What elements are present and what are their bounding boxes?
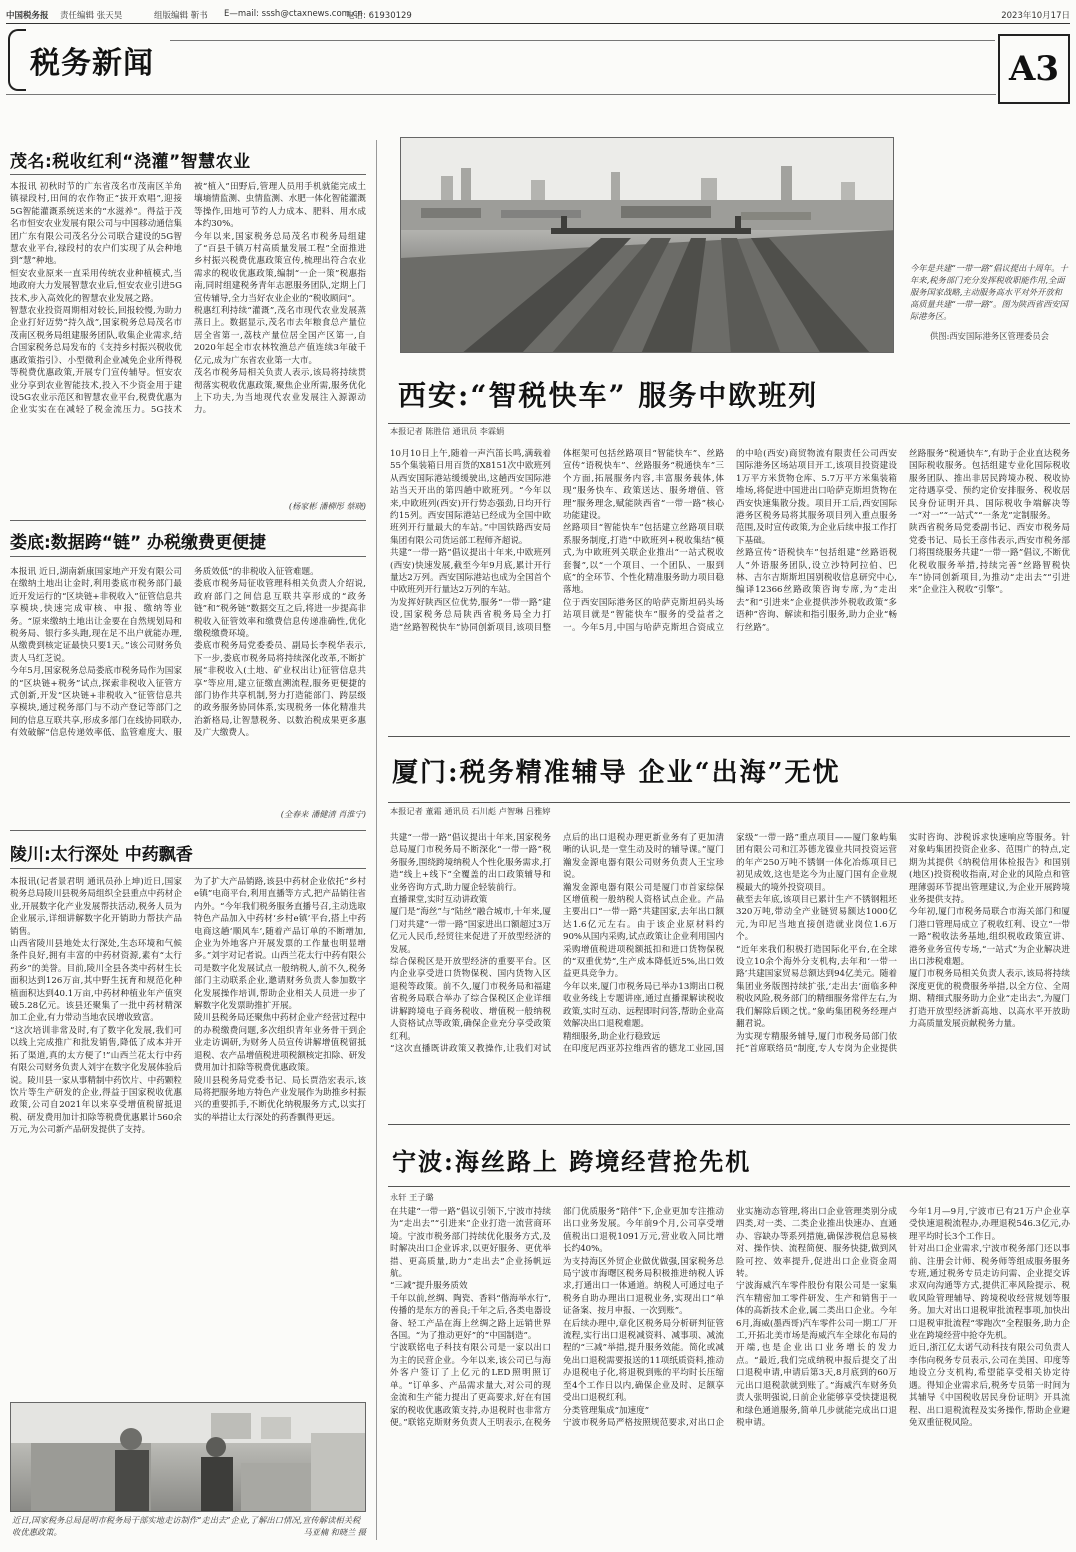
email-text: E—mail: sssh@ctaxnews.com.cn [224,9,363,19]
loudi-headline-rule [10,556,366,557]
xian-body: 10月10日上午,随着一声汽笛长鸣,满载着55个集装箱日用百货的X8151次中欧班列从西安国际港站缓缓驶出,这趟西安国际港站当天开出的第四趟中欧班列。“今年以来,中欧班列(西安)开行势态强劲,日均开行约15列。西安国际港站已经成为全国中欧班列开行量最大的车站。”中国铁路西安局集团有限公司货运部工程师齐超说。 共建“一带一路”倡议提出十年来,中欧班列(西安)快速发展,截至今年9月底,累计开行量达2万列。西安国际港站也成为全国首个中欧班列开行量达2万列的车站。 为发挥好陕西区位优势,服务“一带一路”建设,国家税务总局陕西省税务局全力打造“丝路智税快车”协同创新项目,该项目整体框架可包括丝路项目“智能快车”、丝路宣传“语税快车”、丝路服务“税通快车”三个方面,拓展服务内容,丰富服务载体,体现“服务快车、政策送达、服务增值、管理”服务理念,赋能陕西省“一带一路”核心功能建设。 丝路项目“智能快车”包括建立丝路项目联系服务制度,打造“中欧班列+税收集结”模式,为中欧班列关联企业推出“一站式税收套餐”,以“一个项目、一个团队、一服到底”的全环节、个性化精准服务助力项目稳落地。 位于西安国际港务区的哈萨克斯坦码头场站项目就是“智能快车”服务的受益者之一。今年5月,中国与哈萨克斯坦合资成立的中哈(西安)商贸物流有限责任公司西安国际港务区场站项目开工,该项目投资建设1万平方米货物仓库、5.7万平方米集装箱堆场,将促进中国进出口哈萨克斯坦货物在西安快速集散分拨。项目开工后,西安国际港务区税务局将其服务项目列入重点服务范围,及时宣传政策,为企业后续申报工作打下基础。 丝路宣传“语税快车”包括组建“丝路语税人”外语服务团队,设立沙特阿拉伯、巴林、吉尔吉斯斯坦国别税收信息研究中心,编译12366丝路政策咨询专席,为“走出去”和“引进来”企业提供涉外税收政策“多语种”咨询、解读和指引服务,助力企业“畅行丝路”。 丝路服务“税通快车”,有助于企业直达税务国际税收服务。包括组建专业化国际税收服务团队、推出非居民跨境办税、税收协定待遇享受、预约定价安排服务、税收居民身份证明开具、国际税收争端解决等一“对一”“一站式”“一条龙”定制服务。 陕西省税务局党委副书记、西安市税务局党委书记、局长王彦伟表示,西安市税务部门将围绕服务共建“一带一路”倡议,不断优化税收服务举措,持续完善“丝路智税快车”协同创新项目,为推动“走出去”“引进来”企业注入税收“引擎”。 [390,449,1070,633]
editor-credit: 责任编辑 张天昊 [60,11,123,21]
xian-headline-rule [388,423,1070,424]
xian-port-photo [400,137,894,353]
layout-credit: 组版编辑 靳书 [154,11,208,21]
xiamen-byline: 本报记者 董霜 通讯员 石川彪 卢智琳 吕雅婷 [390,806,551,816]
page-number-box [998,34,1070,104]
left-column-divider [376,140,377,1540]
loudi-body: 本报讯 近日,湖南新康国家地产开发有限公司在缴纳土地出让金时,利用娄底市税务部门最近开发运行的“区块链+非税收入”征管信息共享模块,快速完成审核、申报、缴纳等业务。“原来缴纳土地出让金要在自然规划局和税务局、银行多头跑,现在足不出户就能办理,从缴费到核定证最快只要1天。”该公司财务负责人马红芝说。 今年5月,国家税务总局娄底市税务局作为国家的“区块链+税务”试点,探索非税收入征管方式创新,开发“区块链+非税收入”征管信息共享模块,通过税务部门与不动产登记等部门之间的信息互联共享,形成多部门在线协同联办,有效破解“信息传递效率低、监管难度大、服务质效低”的非税收入征管难题。 娄底市税务局征收管理科相关负责人介绍说,政府部门之间信息互联共享形成的“政务链”和“税务链”数据交互之后,将进一步提高非税收入征管效率和缴费信息传递准确性,优化缴税缴费环境。 娄底市税务局党委委员、副局长李税华表示,下一步,娄底市税务局将持续深化改革,不断扩展“非税收入(土地、矿业权出让)征管信息共享”等应用,建立征缴直溯流程,服务更便捷的部门协作共享机制,努力打造能部门、跨层级的政务服务协同体系,实现税务一体化精准共治新格局,让智慧税务、以数治税成果更多惠及广大缴费人。 [10,567,366,739]
loudi-sign: (全春来 潘健清 肖淮宁) [280,809,366,819]
ningbo-headline-rule [388,1186,1070,1187]
tax-officers-photo-illustration [11,1403,366,1512]
ningbo-body: 在共建“一带一路”倡议引领下,宁波市持续为“走出去”“引进来”企业打造一流营商环境。宁波市税务部门持续优化服务方式,及时解决出口企业诉求,以更好服务、更优举措、更高质量,助力“走出去”企业扬帆远航。 “三减”提升服务质效 千年以前,丝绸、陶瓷、香料“偕海举水行”,传播的是东方的善良;千年之后,各类电器设备、轻工产品在海上丝绸之路上远销世界各国。“为了推动更好”的“中国制造”。 宁波联铭电子科技有限公司是一家以出口为主的民营企业。今年以来,该公司已与海外客户签订了上亿元的LED照明照订单。“订单多、产品需求量大,对公司的现金流和生产能力提出了更高要求,好在有国家的税收优惠政策支持,办退税时也非常方便。”联铭克斯财务负责人王明表示,在税务部门优质服务“陪伴”下,企业更加专注推动出口业务发展。今年前9个月,公司享受增值税出口退税1091万元,营业收入同比增长约40%。 为支持海区外贸企业做优做强,国家税务总局宁波市海曙区税务局积极推进纳税人诉求,打通出口一体通道。纳税人可通过电子税务自助办理出口退税业务,实现出口“单证备案、按月申报、一次到账”。 在后续办理中,章化区税务局分析研判征管流程,实行出口退税减资料、减事项、减流程的“三减”举措,提升服务效能。简化或减免出口退税需要报送的11项纸质资料,推动办退税电子化,将退税到账的平均时长压缩至4个工作日以内,确保企业及时、足额享受出口退税红利。 分类管理集成“加速度” 宁波市税务局严格按照规范要求,对出口企业实施动态管理,将出口企业管理类别分成四类,对一类、二类企业推出快速办、直通办、容缺办等系列措施,确保涉税信息易核对、操作快、流程简便、服务快捷,做到风险可控、效率提升,促进出口企业资金周转。 宁波海威汽车零件股份有限公司是一家集汽车精密加工零件研发、生产和销售于一体的高新技术企业,属二类出口企业。今年6月,海威(墨西哥)汽车零件公司一期工厂开工,开拓北美市场是海威汽车全球化布局的开端,也是企业出口业务增长的发力点。“最近,我们完成纳税申报后提交了出口退税申请,申请后第3天,8月底到的60万元出口退税款就到账了。”海威汽车财务负责人张明强说,日前企业能够享受快捷退税和绿色通道服务,简单几步就能完成出口退税申请。 今年1月—9月,宁波市已有21万户企业享受快速退税流程办,办理退税546.3亿元,办理平均时长3个工作日。 针对出口企业需求,宁波市税务部门还以事前、注册会计师、税务师等组成服务服务专班,通过税务专员走访问需、企业提交诉求双向沟通等方式,提供汇率风险提示、税收风险管理辅导、跨境税收经营规划等服务。加大对出口退税审批流程事项,加快出口退税审批流程“零跑次”全程服务,助力企业在跨境经营中抢夺先机。 近日,浙江亿太诺气动科技有限公司负责人李伟向税务专员表示,公司在美国、印度等地设立分支机构,希望能享受相关协定待遇。得知企业需求后,税务专员第一时间为其辅导《中国税收居民身份证明》开具流程、出口退税流程及实务操作,帮助企业避免双重征税风险。 [390,1207,1070,1428]
section-title: 税务新闻 [30,46,154,81]
section-bracket [8,29,26,91]
masthead-rule [6,23,1070,24]
xian-byline: 本报记者 陈胜信 通讯员 李霖娟 [390,426,505,436]
xian-headline: 西安:“智税快车” 服务中欧班列 [398,379,819,412]
loudi-top-rule [10,520,366,521]
ningbo-top-rule [388,1124,1070,1125]
phone-text: 电话: 61930129 [346,11,412,21]
ningbo-headline: 宁波:海丝路上 跨境经营抢先机 [392,1147,752,1176]
top-photo-credit: 供图:西安国际港务区管理委员会 [930,331,1049,341]
loudi-headline: 娄底:数据跨“链” 办税缴费更便捷 [10,533,267,553]
xian-port-photo-illustration [401,138,894,353]
section-rule-top [170,40,995,41]
bottom-photo-credit: 马亚楠 和晓兰 摄 [303,1527,366,1537]
maoming-headline: 茂名:税收红利“浇灌”智慧农业 [10,152,251,172]
paper-name: 中国税务报 [6,11,49,21]
bottom-photo-caption: 近日,国家税务总局昆明市税务局干部实地走访制作“走出去”企业,了解出口情况,宣传解读相关税收优惠政策。 [12,1515,361,1537]
maoming-headline-rule [10,174,366,175]
maoming-body: 本报讯 初秋时节的广东省茂名市茂南区羊角镇禄段村,田间的农作物正“拔开欢唱”,迎接5G智能灌溉系统送来的“水滋养”。得益于茂名市恒安农业发展有限公司与中国移动通信集团广东有限公司茂名分公司联合建设的5G智慧农业平台,禄段村的农户们实现了从会种地到“慧”种地。 恒安农业原来一直采用传统农业种植模式,当地政府大力发展智慧农业后,恒安农业引进5G技术,步入高效化的智慧农业发展之路。 智慧农业投资周期相对较长,回报较慢,为助力企业打好迈势“持久战”,国家税务总局茂名市茂南区税务局组建服务团队,收集企业需求,结合国家税务总局发布的《支持乡村振兴税收优惠政策指引》、小型微利企业减免企业所得税等税费优惠政策,开展专门宣传辅导。恒安农业分享到农业智能技术,投入不少资金用于建设5G农业示范区和智慧农业平台,税费优惠为企业实实在在减轻了税金流压力。5G技术被“植入”田野后,管理人员用手机就能完成土壤墒情监测、虫情监测、水肥一体化智能灌溉等操作,田地可节约人力成本、肥料、用水成本约30%。 今年以来,国家税务总局茂名市税务局组建了“百县千镇万村高质量发展工程”全面推进乡村振兴税费优惠政策宣传,梳理出符合农业需求的税收优惠政策,编制“一企一策”税惠指南,同时组建税务青年志愿服务团队,定期上门宣传辅导,全力当好农业企业的“税收顾问”。 税惠红利持续“灌溉”,茂名市现代农业发展蒸蒸日上。数据显示,茂名市去年粮食总产量位居全省第一,荔枝产量位居全国产区第一,自2020年起全市农林牧渔总产值连续3年破千亿元,成为广东省农业第一大市。 茂名市税务局相关负责人表示,该局将持续贯彻落实税收优惠政策,聚焦企业所需,服务优化上下功夫,为当地现代农业发展注入源源动力。 [10,182,366,416]
lingchuan-headline-rule [10,868,366,869]
date-text: 2023年10月17日 [1001,11,1070,21]
lingchuan-headline: 陵川:太行深处 中药飘香 [10,845,193,865]
xiamen-body: 共建“一带一路”倡议提出十年来,国家税务总局厦门市税务局不断深化“一带一路”税务服务,围绕跨境纳税人个性化服务需求,打造“线上+线下”全覆盖的出口政策辅导和业务咨询方式,助力厦企轻装前行。 直播课堂,实时互动讲政策 厦门是“海丝”与“陆丝”融合城市,十年来,厦门对共建“一带一路”国家进出口额超过3万亿元人民币,经贸往来促进了开放型经济的发展。 综合保税区是开放型经济的重要平台。区内企业享受进口货物保税、国内货物入区退税等政策。前不久,厦门市税务局和福建省税务局联合举办了综合保税区企业详细讲解跨境电子商务税收、增值税一般纳税人资格试点等政策,确保企业充分享受政策红利。 “这次直播既讲政策又教操作,让我们对试点后的出口退税办理更新业务有了更加清晰的认识,是一堂生动及时的辅导课。”厦门瀚发金源电器有限公司财务负责人王宝珍说。 瀚发金源电器有限公司是厦门市首家综保区增值税一般纳税人资格试点企业。产品主要出口“一带一路”共建国家,去年出口额达1.6亿元左右。由于该企业原材料约90%从国内采购,试点政策让企业利用国内采购增值税进项税额抵扣和进口货物保税的“双重优势”,生产成本降低近5%,出口效益更具竞争力。 今年以来,厦门市税务局已举办13期出口税收业务线上专题讲座,通过直播课解读税收政策,实时互动、远程即时问答,帮助企业高效解决出口退税难题。 精细服务,助企业行稳致远 在印度尼西亚苏拉维西省的德龙工业园,国家级“一带一路”重点项目——厦门象屿集团有限公司和江苏德龙镍业共同投资运营的年产250万吨不锈钢一体化冶炼项目已初见成效,这也是迄今为止厦门国有企业规模最大的境外投资项目。 截至去年底,该项目已累计生产不锈钢粗坯320万吨,带动全产业链贸易额达1000亿元,为印尼当地直接创造就业岗位1.6万个。 “近年来我们积极打造国际化平台,在全球设立10余个海外分支机构,去年和‘一带一路’共建国家贸易总额达到94亿美元。随着集团业务版图持续扩张,‘走出去’面临多种税收风险,税务部门的精细服务常伴左右,为我们解除后顾之忧。”象屿集团税务经理卢翻君说。 为实现专精服务辅导,厦门市税务局部门依托“首席联络员”制度,专人专岗为企业提供实时咨询、涉税诉求快速响应等服务。针对象屿集团投资企业多、范围广的特点,定期为其提供《纳税信用体检报告》和国别(地区)投资税收指南,对企业的风险点和管理薄弱环节提出管理建议,为企业开展跨境业务提供支持。 今年初,厦门市税务局联合市海关部门和厦门港口管理局成立了税收红利、设立“一带一路”税收法务基地,组织税收政策宣讲、港务业务宣传专场,“一站式”为企业解决进出口涉税难题。 厦门市税务局相关负责人表示,该局将持续深度更优的税费服务举措,以全方位、全周期、精细式服务助力企业“走出去”,为厦门打造开放型经济新高地、以高水平开放助力高质量发展贡献税务力量。 [390,833,1070,1054]
xiamen-headline-rule [388,802,1070,803]
page-number: A3 [1008,49,1060,89]
xiamen-headline: 厦门:税务精准辅导 企业“出海”无忧 [392,758,841,788]
section-rule-bottom [6,94,996,95]
lingchuan-body: 本报讯(记者景君明 通讯员孙上坤)近日,国家税务总局陵川县税务局组织全县重点中药材企业,开展数字化产业发展帮扶活动,税务人员为企业展示,详细讲解数字化开销助力帮扶产品销售。 山西省陵川县地处太行深处,生态环境和气候条件良好,拥有丰富的中药材资源,素有“太行药乡”的美誉。目前,陵川全县各类中药材生长面积达到126万亩,其中野生抚育和规范化种植面积达到40.1万亩,中药材种植业年产值突破5.28亿元。该县还聚集了一批中药材精深加工企业,有力带动当地农民增收致富。 “这次培训非常及时,有了数字化发展,我们可以线上完成推广和批发销售,降低了成本并开拓了渠道,真的太方便了!”山西兰花太行中药有限公司财务负责人刘宇在数字化发展体验后说。陵川县一家从事精制中药饮片、中药颗粒饮片等生产研发的企业,得益于国家税收优惠政策,公司自2021年以来享受增值税留抵退税、研发费用加计扣除等税费优惠累计560余万元,为公司新产品研发提供了支持。 为了扩大产品销路,该县中药材企业依托“乡村e镇”电商平台,利用直播等方式,把产品销往省内外。“今年我们税务服务直播号召,主动选取特色产品加入中药材‘乡村e镇’平台,搭上中药电商这趟‘顺风车’,随着产品订单的不断增加,企业为外地客户开展发票的工作量也明显增多。”刘宇对记者说。山西兰花太行中药有限公司是数字化发展试点一般纳税人,前不久,税务部门主动联系企业,邀请财务负责人参加数字化发展操作培训,帮助企业相关人员进一步了解数字化发票助推扩开展。 陵川县税务局还聚焦中药材企业产经营过程中的办税缴费问题,多次组织青年业务骨干到企业走访调研,为财务人员宣传讲解增值税留抵退税、农产品增值税进项税额核定扣除、研发费用加计扣除等税费优惠政策。 陵川县税务局党委书记、局长贾浩宏表示,该局将把服务地方特色产业发展作为助推乡村振兴的重要抓手,不断优化纳税服务方式,以实打实的举措让太行深处的药香飘得更远。 [10,877,366,1136]
masthead-bar [6,7,1070,23]
xiamen-top-rule [388,736,1070,737]
lingchuan-top-rule [10,830,366,831]
ningbo-byline: 永轩 王子璐 [390,1192,434,1202]
top-photo-caption: 今年是共建“一带一路”倡议提出十周年。十年来,税务部门充分发挥税收职能作用,全面服务国家战略,主动服务高水平对外开放和高质量共建“一带一路”。图为陕西省西安国际港务区。 [910,263,1068,321]
maoming-sign: (杨家彬 潘柳彤 蔡晓) [288,501,366,511]
tax-officers-photo [10,1402,366,1512]
